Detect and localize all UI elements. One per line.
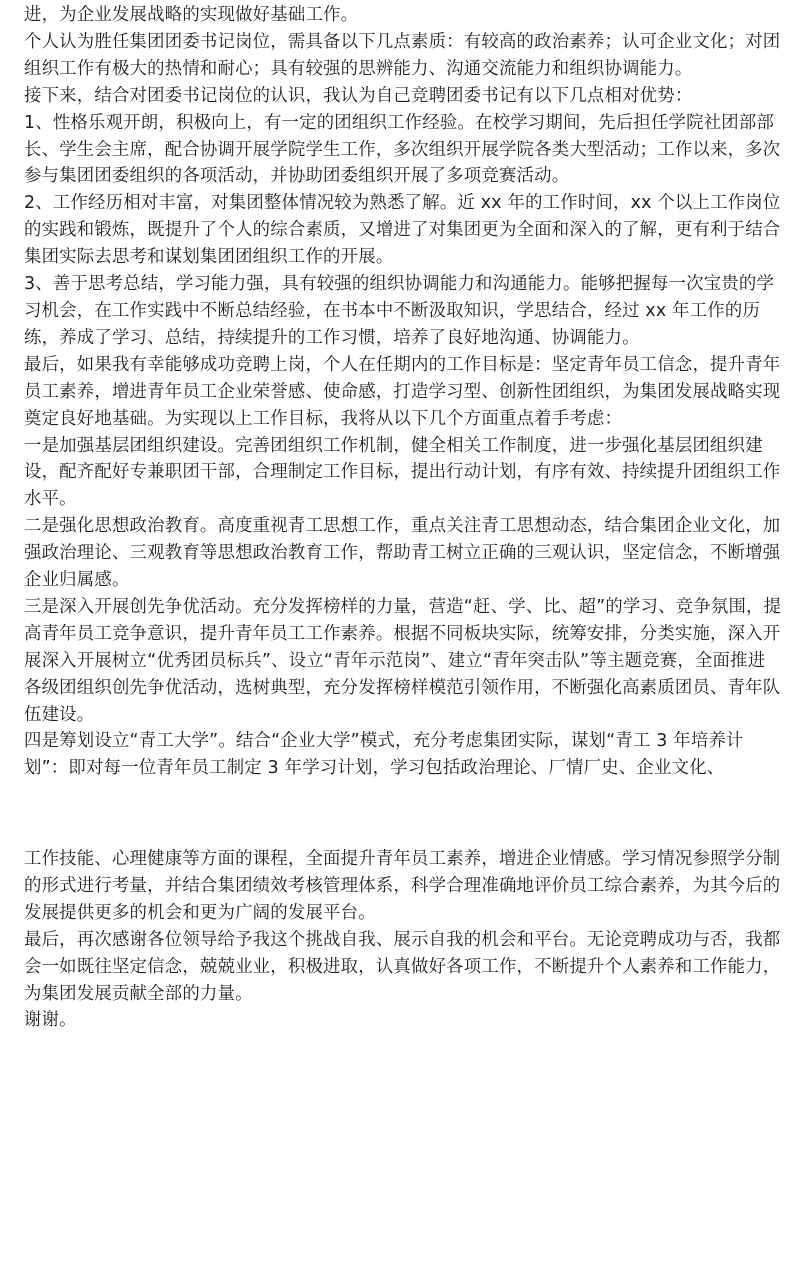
paragraph: 接下来，结合对团委书记岗位的认识，我认为自己竞聘团委书记有以下几点相对优势：	[24, 85, 693, 106]
paragraph: 二是强化思想政治教育。高度重视青工思想工作，重点关注青工思想动态，结合集团企业文化，加强政治理论、三观教育等思想政治教育工作，帮助青工树立正确的三观认识，坚定信念，不断增强企业归属感。	[24, 516, 781, 591]
paragraph: 一是加强基层团组织建设。完善团组织工作机制，健全相关工作制度，进一步强化基层团组织建设，配齐配好专兼职团干部，合理制定工作目标，提出行动计划，有序有效、持续提升团组织工作水平。	[24, 435, 781, 510]
closing-line: 谢谢。	[24, 1010, 77, 1031]
document-body-upper	[24, 2, 782, 782]
paragraph: 工作技能、心理健康等方面的课程，全面提升青年员工素养，增进企业情感。学习情况参照学分制的形式进行考量，并结合集团绩效考核管理体系，科学合理准确地评价员工综合素养，为其今后的发展提供更多的机会和更为广阔的发展平台。	[24, 849, 781, 923]
paragraph: 最后，再次感谢各位领导给予我这个挑战自我、展示自我的机会和平台。无论竞聘成功与否，我都会一如既往坚定信念，兢兢业业，积极进取，认真做好各项工作，不断提升个人素养和工作能力，为集团发展贡献全部的力量。	[24, 929, 781, 1004]
paragraph: 四是筹划设立“青工大学”。结合“企业大学”模式，充分考虑集团实际，谋划“青工 3 年培养计划”：即对每一位青年员工制定 3 年学习计划，学习包括政治理论、厂情厂史、企业文化、	[24, 731, 744, 779]
paragraph: 个人认为胜任集团团委书记岗位，需具备以下几点素质：有较高的政治素养；认可企业文化；对团组织工作有极大的热情和耐心；具有较强的思辨能力、沟通交流能力和组织协调能力。	[24, 31, 781, 79]
paragraph: 3、善于思考总结，学习能力强，具有较强的组织协调能力和沟通能力。能够把握每一次宝贵的学习机会，在工作实践中不断总结经验，在书本中不断汲取知识，学思结合，经过 xx 年工作的历练，养成了学习、总结，持续提升的工作习惯，培养了良好地沟通、协调能力。	[24, 274, 775, 348]
document-body-lower	[24, 846, 782, 1034]
paragraph: 最后，如果我有幸能够成功竞聘上岗，个人在任期内的工作目标是：坚定青年员工信念，提升青年员工素养，增进青年员工企业荣誉感、使命感，打造学习型、创新性团组织，为集团发展战略实现奠定良好地基础。为实现以上工作目标，我将从以下几个方面重点着手考虑：	[24, 354, 781, 429]
paragraph: 2、工作经历相对丰富，对集团整体情况较为熟悉了解。近 xx 年的工作时间，xx 个以上工作岗位的实践和锻炼，既提升了个人的综合素质，又增进了对集团更为全面和深入的了解，更有利于结合集团实际去思考和谋划集团团组织工作的开展。	[24, 193, 781, 268]
paragraph: 1、性格乐观开朗，积极向上，有一定的团组织工作经验。在校学习期间，先后担任学院社团部部长、学生会主席，配合协调开展学院学生工作，多次组织开展学院各类大型活动；工作以来，多次参与集团团委组织的各项活动，并协助团委组织开展了多项竞赛活动。	[24, 112, 781, 187]
paragraph: 三是深入开展创先争优活动。充分发挥榜样的力量，营造“赶、学、比、超”的学习、竞争氛围，提高青年员工竞争意识，提升青年员工工作素养。根据不同板块实际，统筹安排，分类实施，深入开展深入开展树立“优秀团员标兵”、设立“青年示范岗”、建立“青年突击队”等主题竞赛，全面推进各级团组织创先争优活动，选树典型，充分发挥榜样模范引领作用，不断强化高素质团员、青年队伍建设。	[24, 596, 782, 725]
paragraph: 进，为企业发展战略的实现做好基础工作。	[24, 5, 359, 25]
